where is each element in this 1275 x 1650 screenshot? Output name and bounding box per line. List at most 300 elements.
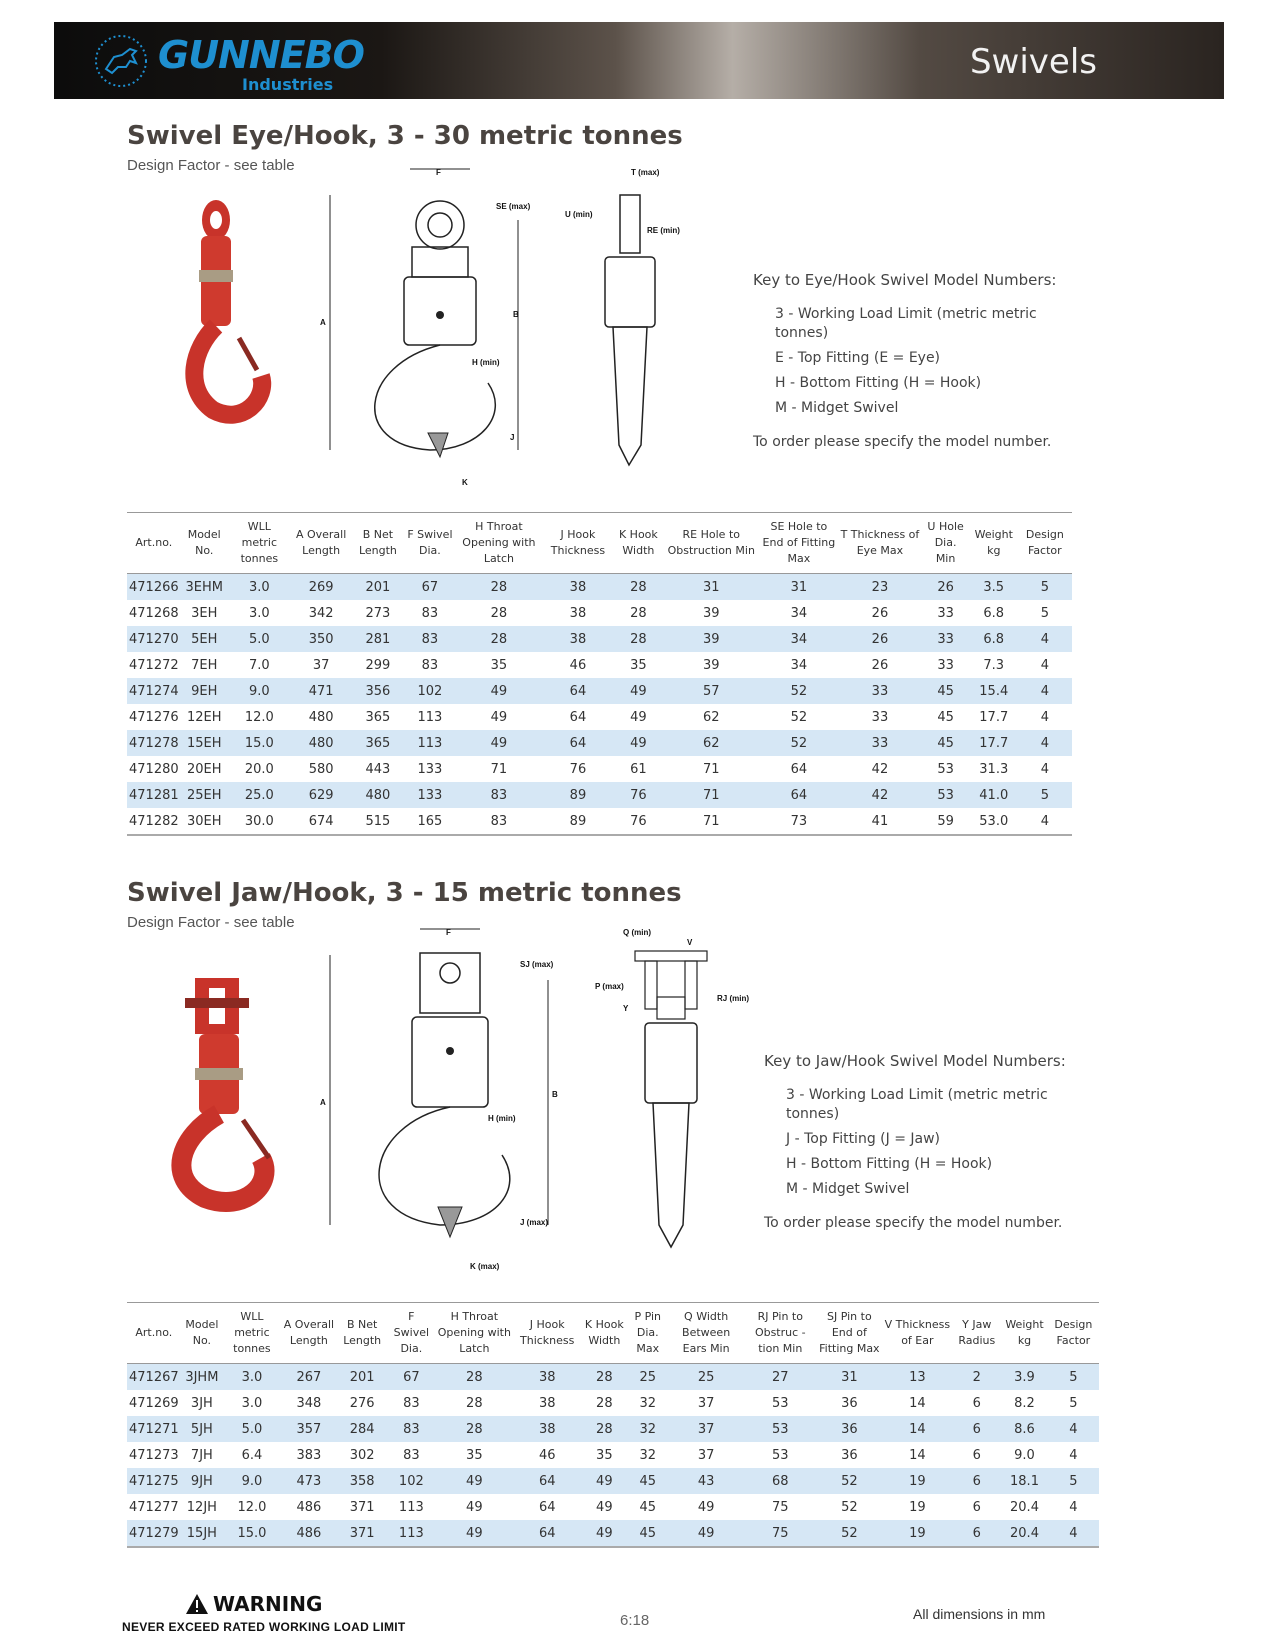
table-cell: 4 xyxy=(1040,813,1049,829)
table-cell: 4 xyxy=(1040,709,1049,725)
table-cell: 45 xyxy=(628,1520,668,1547)
table-cell: 49 xyxy=(466,1499,483,1515)
table-cell: 30.0 xyxy=(244,813,274,829)
table-row xyxy=(127,808,1072,835)
table-cell: 31 xyxy=(759,574,838,601)
table-cell: 3JHM xyxy=(181,1364,223,1391)
table-cell: 113 xyxy=(387,1520,435,1547)
table-cell: 57 xyxy=(663,678,759,704)
table-cell: 19 xyxy=(882,1520,952,1547)
table-cell: 4 xyxy=(1048,1520,1099,1547)
table-cell: 7.0 xyxy=(248,657,270,673)
table-cell: 61 xyxy=(630,761,647,777)
table-cell: 83 xyxy=(455,782,542,808)
table-cell: 365 xyxy=(365,709,391,725)
table-cell: 49 xyxy=(581,1468,627,1494)
column-header: Model No. xyxy=(187,528,221,557)
diagram-label: Q (min) xyxy=(623,928,651,937)
diagram-label: P (max) xyxy=(595,982,624,991)
table-cell: 28 xyxy=(630,605,647,621)
table-cell: 5 xyxy=(1018,574,1072,601)
table-cell: 471277 xyxy=(129,1499,179,1515)
jaw-hook-photo xyxy=(165,968,300,1213)
table-cell: 49 xyxy=(455,678,542,704)
table-cell: 42 xyxy=(871,761,889,777)
table-cell: 471280 xyxy=(129,761,179,777)
section-subtitle: Design Factor - see table xyxy=(127,914,295,931)
table-cell: 471270 xyxy=(127,626,181,652)
table-header-row xyxy=(127,513,1072,574)
table-cell: 17.7 xyxy=(979,709,1009,725)
table-cell: 12.0 xyxy=(244,709,274,725)
table-cell: 365 xyxy=(351,730,404,756)
table-cell: 15.0 xyxy=(223,1520,281,1547)
table-cell: 3EHM xyxy=(181,574,228,601)
diagram-label: F xyxy=(436,168,441,177)
table-cell: 9.0 xyxy=(223,1468,281,1494)
section-heading: Swivel Jaw/Hook, 3 - 15 metric tonnes xyxy=(127,878,682,908)
table-cell: 64 xyxy=(542,730,613,756)
table-cell: 32 xyxy=(639,1447,656,1463)
table-cell: 3.0 xyxy=(248,605,270,621)
table-cell: 28 xyxy=(455,574,542,601)
table-cell: 41.0 xyxy=(970,782,1018,808)
table-cell: 9JH xyxy=(181,1468,223,1494)
column-header: B Net Length xyxy=(343,1318,382,1347)
table-cell: 9.0 xyxy=(228,678,291,704)
key-item: H - Bottom Fitting (H = Hook) xyxy=(775,375,982,391)
table-cell: 25.0 xyxy=(228,782,291,808)
diagram-label: F xyxy=(446,928,451,937)
table-cell: 480 xyxy=(351,782,404,808)
table-cell: 2 xyxy=(952,1364,1001,1391)
table-cell: 113 xyxy=(404,730,455,756)
jaw-hook-spec-table xyxy=(127,1302,1099,1548)
table-cell: 31 xyxy=(663,574,759,601)
table-cell: 15.0 xyxy=(228,730,291,756)
table-cell: 52 xyxy=(759,730,838,756)
table-cell: 5.0 xyxy=(228,626,291,652)
table-cell: 33 xyxy=(839,678,922,704)
table-cell: 14 xyxy=(882,1416,952,1442)
table-cell: 18.1 xyxy=(1001,1468,1047,1494)
horse-logo-icon xyxy=(92,33,150,89)
column-header: H Throat Opening with Latch xyxy=(437,1310,511,1355)
table-cell: 4 xyxy=(1018,730,1072,756)
table-cell: 31 xyxy=(816,1364,882,1391)
eye-hook-side-diagram xyxy=(565,165,685,475)
table-cell: 76 xyxy=(613,782,663,808)
column-header: K Hook Width xyxy=(618,528,658,557)
table-cell: 580 xyxy=(308,761,334,777)
table-cell: 471271 xyxy=(127,1416,181,1442)
table-cell: 17.7 xyxy=(970,730,1018,756)
table-cell: 5EH xyxy=(181,626,228,652)
column-header: U Hole Dia. Min xyxy=(927,520,964,565)
table-cell: 28 xyxy=(455,626,542,652)
diagram-label: SJ (max) xyxy=(520,960,554,969)
eye-hook-photo xyxy=(183,198,283,428)
table-cell: 35 xyxy=(630,657,647,673)
table-cell: 371 xyxy=(349,1499,375,1515)
table-cell: 28 xyxy=(613,574,663,601)
table-cell: 33 xyxy=(937,657,954,673)
table-cell: 26 xyxy=(871,605,889,621)
table-cell: 480 xyxy=(291,730,352,756)
table-cell: 3.9 xyxy=(1001,1364,1047,1391)
table-cell: 5 xyxy=(1069,1395,1078,1411)
table-cell: 49 xyxy=(596,1499,613,1515)
key-item: H - Bottom Fitting (H = Hook) xyxy=(786,1156,993,1172)
table-cell: 49 xyxy=(668,1520,744,1547)
table-cell: 35 xyxy=(490,657,508,673)
column-header: Art.no. xyxy=(135,536,173,549)
table-cell: 19 xyxy=(882,1468,952,1494)
table-cell: 4 xyxy=(1018,678,1072,704)
table-cell: 67 xyxy=(387,1364,435,1391)
table-cell: 12JH xyxy=(186,1499,217,1515)
table-cell: 38 xyxy=(569,605,587,621)
column-header: J Hook Thickness xyxy=(520,1318,575,1347)
table-cell: 35 xyxy=(466,1447,483,1463)
table-cell: 8.2 xyxy=(1014,1395,1035,1411)
table-cell: 5 xyxy=(1018,782,1072,808)
table-cell: 5.0 xyxy=(223,1416,281,1442)
table-cell: 49 xyxy=(435,1468,513,1494)
table-cell: 4 xyxy=(1040,761,1049,777)
table-cell: 471281 xyxy=(127,782,181,808)
table-cell: 49 xyxy=(581,1520,627,1547)
table-cell: 15.4 xyxy=(970,678,1018,704)
table-cell: 371 xyxy=(337,1520,387,1547)
table-cell: 45 xyxy=(921,730,969,756)
table-cell: 37 xyxy=(697,1395,715,1411)
table-row xyxy=(127,704,1072,730)
table-cell: 49 xyxy=(613,678,663,704)
table-row xyxy=(127,626,1072,652)
table-cell: 53 xyxy=(921,782,969,808)
table-cell: 348 xyxy=(296,1395,322,1411)
table-cell: 358 xyxy=(337,1468,387,1494)
table-cell: 45 xyxy=(937,709,954,725)
table-cell: 471278 xyxy=(127,730,181,756)
table-cell: 4 xyxy=(1069,1447,1078,1463)
diagram-label: B xyxy=(552,1090,558,1099)
table-cell: 473 xyxy=(281,1468,337,1494)
table-cell: 350 xyxy=(291,626,352,652)
table-cell: 14 xyxy=(909,1395,926,1411)
column-header: A Overall Length xyxy=(283,1318,335,1347)
table-cell: 3.0 xyxy=(228,574,291,601)
key-item: 3 - Working Load Limit (metric metric tonnes) xyxy=(786,1087,1048,1122)
table-cell: 53.0 xyxy=(979,813,1009,829)
table-cell: 37 xyxy=(668,1416,744,1442)
key-order-note: To order please specify the model number. xyxy=(753,434,1052,450)
table-cell: 357 xyxy=(281,1416,337,1442)
table-cell: 486 xyxy=(281,1520,337,1547)
table-cell: 38 xyxy=(542,626,613,652)
table-cell: 102 xyxy=(387,1468,435,1494)
diagram-label: Y xyxy=(623,1004,629,1013)
column-header: RJ Pin to Obstruc -tion Min xyxy=(754,1310,806,1355)
column-header: Model No. xyxy=(185,1318,219,1347)
table-cell: 471272 xyxy=(129,657,179,673)
table-cell: 62 xyxy=(663,730,759,756)
column-header: Q Width Between Ears Min xyxy=(682,1310,731,1355)
table-cell: 89 xyxy=(542,782,613,808)
table-cell: 49 xyxy=(630,709,647,725)
table-cell: 6 xyxy=(972,1499,981,1515)
table-cell: 34 xyxy=(790,605,808,621)
table-cell: 26 xyxy=(871,657,889,673)
table-cell: 33 xyxy=(871,709,889,725)
table-cell: 8.6 xyxy=(1001,1416,1047,1442)
table-cell: 39 xyxy=(702,605,720,621)
table-cell: 49 xyxy=(697,1499,715,1515)
table-cell: 133 xyxy=(404,782,455,808)
eye-hook-spec-table xyxy=(127,512,1072,836)
table-cell: 3.0 xyxy=(241,1395,263,1411)
table-cell: 471267 xyxy=(127,1364,181,1391)
table-cell: 471279 xyxy=(127,1520,181,1547)
table-cell: 28 xyxy=(435,1364,513,1391)
table-cell: 7EH xyxy=(191,657,218,673)
column-header: Design Factor xyxy=(1054,1318,1093,1347)
column-header: Weight kg xyxy=(974,528,1013,557)
table-cell: 15EH xyxy=(181,730,228,756)
column-header: H Throat Opening with Latch xyxy=(462,520,536,565)
table-cell: 19 xyxy=(909,1499,926,1515)
key-item: J - Top Fitting (J = Jaw) xyxy=(786,1131,940,1147)
table-cell: 46 xyxy=(569,657,587,673)
diagram-label: J xyxy=(510,433,515,442)
table-row xyxy=(127,1416,1099,1442)
table-cell: 71 xyxy=(702,761,720,777)
table-cell: 6.8 xyxy=(983,605,1005,621)
table-header-row xyxy=(127,1303,1099,1364)
table-cell: 471276 xyxy=(129,709,179,725)
table-cell: 28 xyxy=(613,626,663,652)
table-cell: 39 xyxy=(702,657,720,673)
eye-hook-front-diagram xyxy=(320,165,540,490)
table-cell: 37 xyxy=(312,657,330,673)
table-cell: 383 xyxy=(296,1447,322,1463)
table-cell: 64 xyxy=(513,1520,581,1547)
column-header: J Hook Thickness xyxy=(550,528,606,557)
column-header: F Swivel Dia. xyxy=(407,528,453,557)
table-cell: 32 xyxy=(639,1395,656,1411)
column-header: WLL metric tonnes xyxy=(233,1310,271,1355)
column-header: WLL metric tonnes xyxy=(240,520,279,565)
table-cell: 342 xyxy=(308,605,334,621)
table-cell: 4 xyxy=(1069,1499,1078,1515)
table-cell: 52 xyxy=(816,1520,882,1547)
diagram-label: RJ (min) xyxy=(717,994,749,1003)
diagram-label: T (max) xyxy=(631,168,660,177)
page-number: 6:18 xyxy=(620,1612,650,1629)
warning-title: WARNING xyxy=(213,1592,323,1616)
key-item: E - Top Fitting (E = Eye) xyxy=(775,350,941,366)
table-cell: 12.0 xyxy=(237,1499,267,1515)
table-cell: 64 xyxy=(513,1468,581,1494)
column-header: K Hook Width xyxy=(584,1318,624,1347)
table-cell: 52 xyxy=(816,1468,882,1494)
table-cell: 31.3 xyxy=(979,761,1009,777)
warning-text: NEVER EXCEED RATED WORKING LOAD LIMIT xyxy=(122,1620,406,1634)
table-cell: 33 xyxy=(839,730,922,756)
brand-name: GUNNEBO xyxy=(158,33,364,77)
table-cell: 89 xyxy=(569,813,587,829)
table-cell: 14 xyxy=(909,1447,926,1463)
table-cell: 64 xyxy=(790,761,808,777)
table-cell: 64 xyxy=(569,709,587,725)
warning-icon xyxy=(185,1593,209,1615)
table-row xyxy=(127,678,1072,704)
table-cell: 28 xyxy=(466,1395,483,1411)
table-cell: 471274 xyxy=(127,678,181,704)
table-cell: 20.4 xyxy=(1001,1520,1047,1547)
column-header: SE Hole to End of Fitting Max xyxy=(762,520,836,565)
table-cell: 37 xyxy=(697,1447,715,1463)
table-row xyxy=(127,730,1072,756)
table-cell: 30EH xyxy=(186,813,222,829)
table-cell: 45 xyxy=(628,1468,668,1494)
table-cell: 64 xyxy=(542,678,613,704)
table-cell: 52 xyxy=(790,709,808,725)
brand-subtitle: Industries xyxy=(242,75,334,94)
table-cell: 471273 xyxy=(129,1447,179,1463)
table-cell: 68 xyxy=(744,1468,816,1494)
table-row xyxy=(127,782,1072,808)
table-cell: 34 xyxy=(759,626,838,652)
table-cell: 3.5 xyxy=(970,574,1018,601)
table-row xyxy=(127,1390,1099,1416)
table-row xyxy=(127,600,1072,626)
table-cell: 32 xyxy=(628,1416,668,1442)
table-cell: 7JH xyxy=(190,1447,213,1463)
diagram-label: H (min) xyxy=(488,1114,516,1123)
table-cell: 113 xyxy=(398,1499,424,1515)
diagram-label: A xyxy=(320,1098,326,1107)
table-cell: 267 xyxy=(281,1364,337,1391)
table-cell: 471268 xyxy=(129,605,179,621)
table-row xyxy=(127,756,1072,782)
table-cell: 5 xyxy=(1040,605,1049,621)
column-header: RE Hole to Obstruction Min xyxy=(667,528,755,557)
table-cell: 38 xyxy=(513,1364,581,1391)
table-cell: 3JH xyxy=(190,1395,213,1411)
key-title: Key to Eye/Hook Swivel Model Numbers: xyxy=(753,271,1057,289)
section-title: Swivels xyxy=(969,42,1097,82)
table-cell: 165 xyxy=(417,813,443,829)
table-cell: 42 xyxy=(839,782,922,808)
table-cell: 49 xyxy=(490,709,508,725)
diagram-label: H (min) xyxy=(472,358,500,367)
table-cell: 302 xyxy=(349,1447,375,1463)
jaw-hook-front-diagram xyxy=(320,925,580,1280)
diagram-label: SE (max) xyxy=(496,202,531,211)
table-cell: 281 xyxy=(351,626,404,652)
table-cell: 28 xyxy=(581,1364,627,1391)
table-cell: 39 xyxy=(663,626,759,652)
key-order-note: To order please specify the model number. xyxy=(764,1215,1063,1231)
table-cell: 25 xyxy=(668,1364,744,1391)
table-cell: 75 xyxy=(772,1499,789,1515)
table-cell: 471 xyxy=(291,678,352,704)
table-cell: 201 xyxy=(337,1364,387,1391)
table-cell: 28 xyxy=(435,1416,513,1442)
table-row xyxy=(127,652,1072,678)
table-cell: 71 xyxy=(702,813,720,829)
table-cell: 83 xyxy=(403,1395,420,1411)
model-key xyxy=(753,271,1073,450)
jaw-hook-side-diagram xyxy=(595,925,760,1255)
column-header: SJ Pin to End of Fitting Max xyxy=(819,1310,880,1355)
column-header: B Net Length xyxy=(358,528,397,557)
table-cell: 6 xyxy=(972,1395,981,1411)
table-cell: 4 xyxy=(1048,1416,1099,1442)
column-header: F Swivel Dia. xyxy=(393,1310,430,1355)
table-row xyxy=(127,574,1072,601)
diagram-label: K xyxy=(462,478,468,487)
diagram-label: A xyxy=(320,318,326,327)
table-cell: 629 xyxy=(291,782,352,808)
table-cell: 7.3 xyxy=(983,657,1005,673)
table-cell: 113 xyxy=(417,709,443,725)
diagram-label: RE (min) xyxy=(647,226,680,235)
table-cell: 471266 xyxy=(127,574,181,601)
table-cell: 20.4 xyxy=(1010,1499,1039,1515)
model-key xyxy=(764,1052,1084,1231)
table-cell: 4 xyxy=(1018,626,1072,652)
table-cell: 53 xyxy=(744,1416,816,1442)
key-item: 3 - Working Load Limit (metric metric tonnes) xyxy=(775,306,1037,341)
table-cell: 273 xyxy=(365,605,391,621)
table-cell: 53 xyxy=(772,1395,789,1411)
table-cell: 15JH xyxy=(181,1520,223,1547)
table-row xyxy=(127,1520,1099,1547)
table-cell: 276 xyxy=(349,1395,375,1411)
table-cell: 83 xyxy=(421,657,439,673)
table-cell: 76 xyxy=(630,813,647,829)
table-cell: 27 xyxy=(744,1364,816,1391)
table-cell: 49 xyxy=(455,730,542,756)
table-cell: 41 xyxy=(871,813,889,829)
table-cell: 28 xyxy=(581,1416,627,1442)
column-header: Y Jaw Radius xyxy=(958,1318,996,1347)
table-cell: 28 xyxy=(490,605,508,621)
table-cell: 486 xyxy=(296,1499,322,1515)
table-cell: 3.0 xyxy=(223,1364,281,1391)
table-cell: 52 xyxy=(841,1499,858,1515)
column-header: A Overall Length xyxy=(295,528,347,557)
table-cell: 71 xyxy=(663,782,759,808)
table-cell: 471269 xyxy=(129,1395,179,1411)
table-cell: 64 xyxy=(538,1499,556,1515)
warning-box xyxy=(185,1592,322,1616)
table-cell: 6 xyxy=(952,1416,1001,1442)
key-item: M - Midget Swivel xyxy=(775,400,899,416)
table-cell: 299 xyxy=(365,657,391,673)
table-cell: 83 xyxy=(404,626,455,652)
table-cell: 5JH xyxy=(181,1416,223,1442)
table-cell: 20.0 xyxy=(244,761,274,777)
table-cell: 59 xyxy=(937,813,954,829)
column-header: Weight kg xyxy=(1005,1318,1044,1347)
table-cell: 35 xyxy=(596,1447,613,1463)
table-cell: 64 xyxy=(759,782,838,808)
table-cell: 102 xyxy=(404,678,455,704)
